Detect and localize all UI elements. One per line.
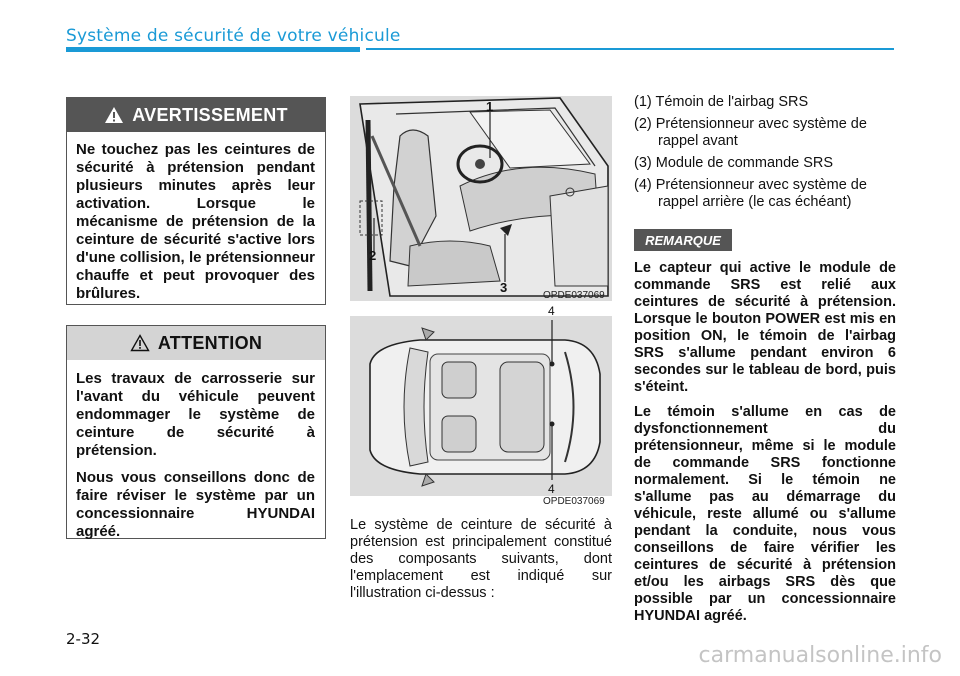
car-top-view-drawing (350, 304, 612, 508)
list-item: (4) Prétensionneur avec système de rappel arrière (le cas échéant) (634, 177, 867, 210)
header-rule-thin (366, 48, 894, 50)
callout-label: 2 (369, 248, 377, 263)
remark-paragraph: Le témoin s'allume en cas de dysfonctionnement du prétensionneur, même si le module de commande SRS fonctionne normalement. Si le témoin ne s'allume pas au démarrage du véhicule, reste allumé ou s'allume pendant la conduite, nous vous conseillons de faire vérifier les ceintures de sécurité à prétension et/ou les airbags SRS dès que possible par un concessionnaire HYUNDAI agréé. (634, 404, 896, 624)
warning-text: Ne touchez pas les ceintures de sécurité à prétension pendant plusieurs minutes après leur activation. Lorsque le mécanisme de prétension de la ceinture de sécurité s'active lors d'une collision, le prétensionneur chauffe et peut provoquer des brûlures. (76, 141, 315, 302)
list-item: (3) Module de commande SRS (634, 155, 834, 171)
figure-code: OPDE037069 (543, 290, 605, 301)
warning-title: AVERTISSEMENT (132, 104, 288, 125)
header-rule-thick (66, 47, 360, 52)
page-number: 2-32 (66, 630, 101, 648)
caution-box (66, 325, 326, 539)
warning-icon (104, 106, 124, 124)
list-item: (1) Témoin de l'airbag SRS (634, 94, 809, 110)
watermark: carmanualsonline.info (698, 643, 942, 668)
callout-label: 4 (548, 304, 555, 318)
figure-code: OPDE037069 (543, 496, 605, 507)
callout-label: 3 (500, 280, 508, 295)
remark-text (634, 260, 896, 633)
remark-badge: REMARQUE (634, 229, 732, 251)
caution-icon (130, 334, 150, 352)
caution-paragraph: Les travaux de carrosserie sur l'avant du véhicule peuvent endommager le système de ceinture de sécurité à prétension. (76, 370, 315, 459)
list-item: (2) Prétensionneur avec système de rappel avant (634, 116, 867, 149)
remark-paragraph: Le capteur qui active le module de commande SRS est relié aux ceintures de sécurité à prétension. Lorsque le bouton POWER est mis en position ON, le témoin de l'airbag SRS s'allume pendant environ 6 secondes sur le tableau de bord, puis s'éteint. (634, 260, 896, 395)
callout-label: 4 (548, 482, 555, 496)
car-interior-drawing (350, 96, 612, 301)
caution-paragraph: Nous vous conseillons donc de faire réviser le système par un concessionnaire HYUNDAI agréé. (76, 469, 315, 540)
section-title: Système de sécurité de votre véhicule (66, 26, 401, 46)
warning-box-header (67, 98, 325, 132)
caution-title: ATTENTION (157, 332, 263, 353)
callout-label: 1 (486, 99, 494, 114)
car-top-view-illustration (350, 304, 612, 508)
warning-box (66, 97, 326, 305)
description-text: Le système de ceinture de sécurité à prétension est principalement constitué des composants suivants, dont l'emplacement est indiqué sur l'illustration ci-dessus : (350, 517, 612, 601)
component-list (634, 94, 899, 216)
caution-box-header (67, 326, 325, 360)
car-interior-illustration (350, 96, 612, 301)
